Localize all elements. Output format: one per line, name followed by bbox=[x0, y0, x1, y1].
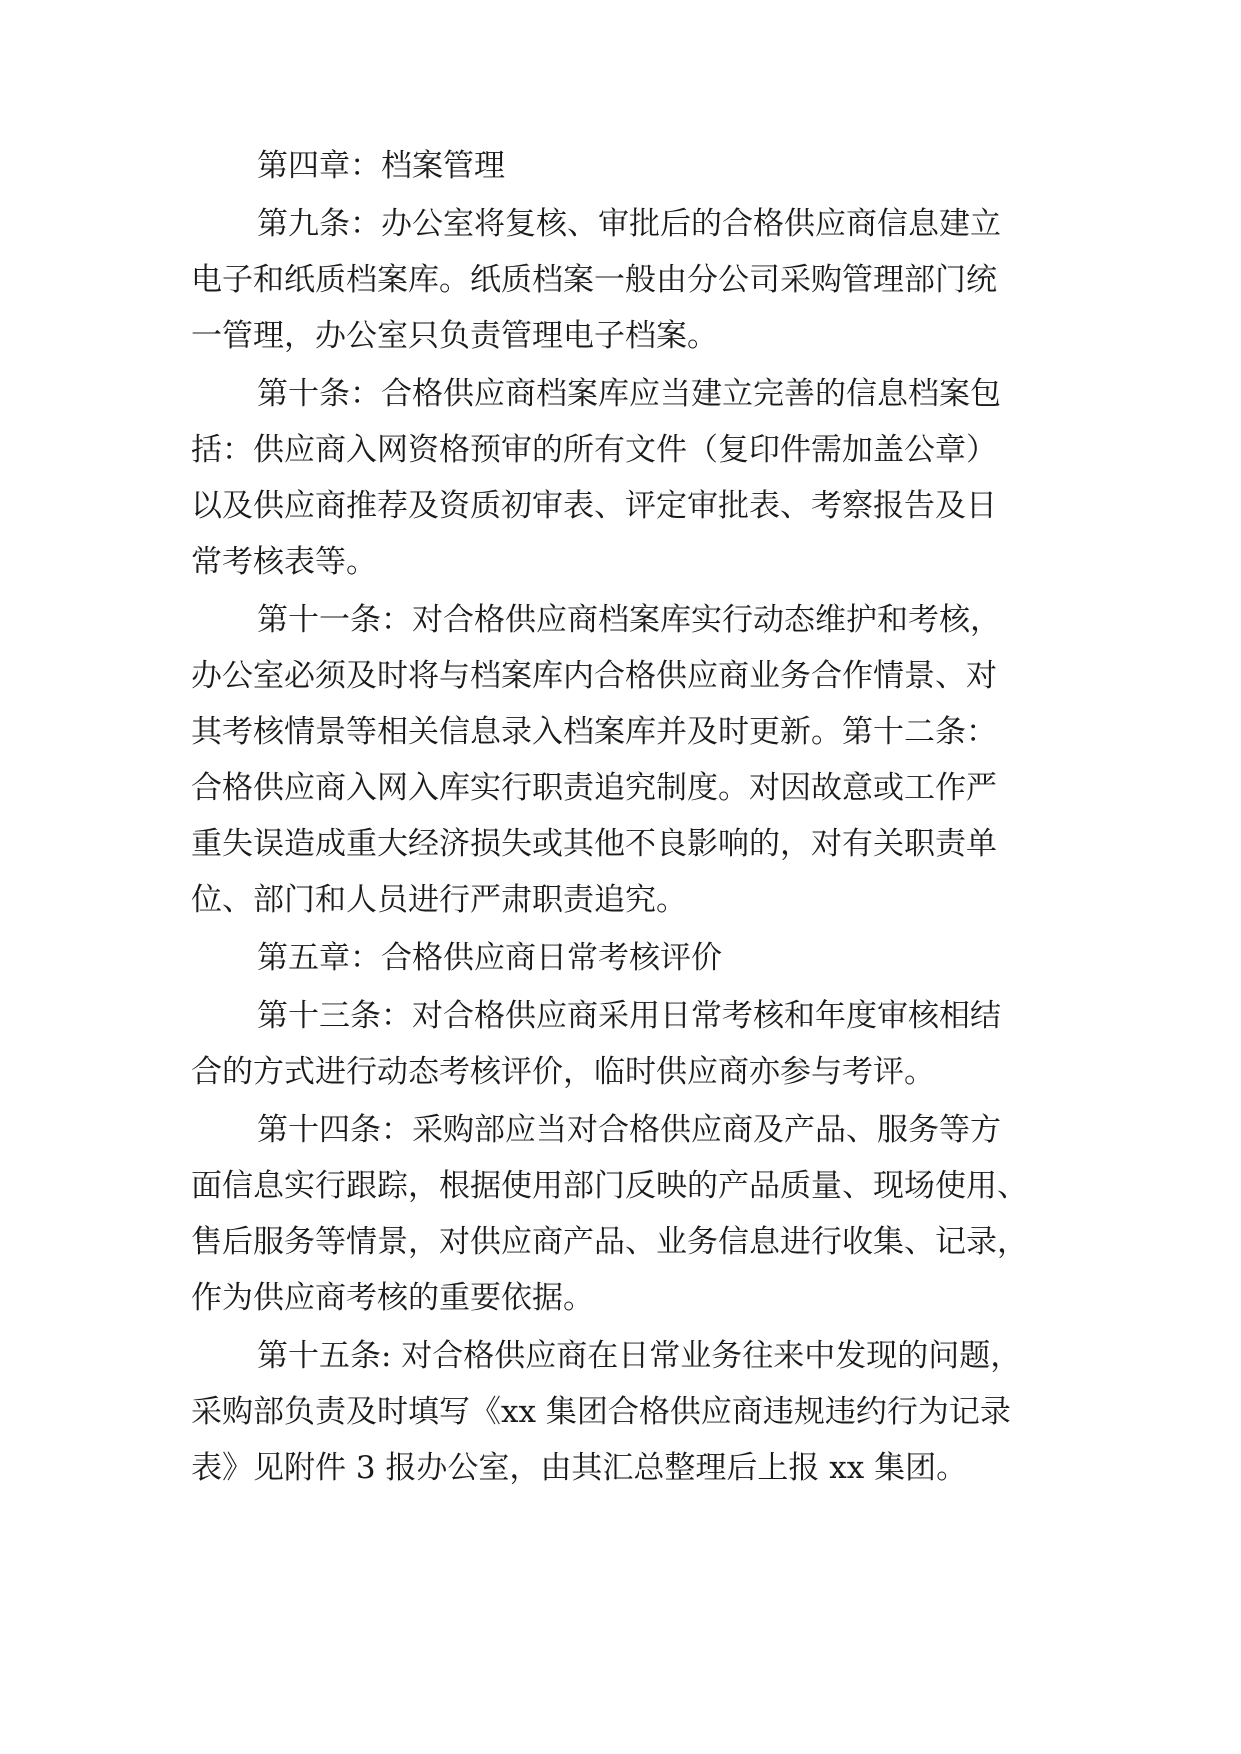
paragraph-line: 常考核表等。 bbox=[191, 544, 377, 580]
paragraph-line: 第十条：合格供应商档案库应当建立完善的信息档案包 bbox=[257, 376, 1001, 412]
paragraph-line: 作为供应商考核的重要依据。 bbox=[191, 1280, 594, 1316]
chapter-heading: 第四章：档案管理 bbox=[257, 148, 505, 184]
paragraph-line: 采购部负责及时填写《xx 集团合格供应商违规违约行为记录 bbox=[191, 1394, 1011, 1430]
paragraph-line: 第十一条：对合格供应商档案库实行动态维护和考核， bbox=[257, 602, 1001, 638]
paragraph-line: 重失误造成重大经济损失或其他不良影响的，对有关职责单 bbox=[191, 826, 997, 862]
paragraph-line: 第十四条：采购部应当对合格供应商及产品、服务等方 bbox=[257, 1112, 1001, 1148]
paragraph-line: 括：供应商入网资格预审的所有文件（复印件需加盖公章） bbox=[191, 432, 997, 468]
paragraph-line: 其考核情景等相关信息录入档案库并及时更新。第十二条： bbox=[191, 714, 997, 750]
chapter-heading: 第五章：合格供应商日常考核评价 bbox=[257, 940, 722, 976]
paragraph-line: 第十五条: 对合格供应商在日常业务往来中发现的问题， bbox=[257, 1338, 1022, 1374]
paragraph-line: 以及供应商推荐及资质初审表、评定审批表、考察报告及日 bbox=[191, 488, 997, 524]
paragraph-line: 合的方式进行动态考核评价，临时供应商亦参与考评。 bbox=[191, 1054, 935, 1090]
paragraph-line: 售后服务等情景，对供应商产品、业务信息进行收集、记录， bbox=[191, 1224, 1028, 1260]
paragraph-line: 合格供应商入网入库实行职责追究制度。对因故意或工作严 bbox=[191, 770, 997, 806]
paragraph-line: 表》见附件 3 报办公室，由其汇总整理后上报 xx 集团。 bbox=[191, 1450, 968, 1486]
paragraph-line: 办公室必须及时将与档案库内合格供应商业务合作情景、对 bbox=[191, 658, 997, 694]
paragraph-line: 一管理，办公室只负责管理电子档案。 bbox=[191, 318, 718, 354]
paragraph-line: 第十三条：对合格供应商采用日常考核和年度审核相结 bbox=[257, 998, 1001, 1034]
paragraph-line: 面信息实行跟踪，根据使用部门反映的产品质量、现场使用、 bbox=[191, 1168, 1028, 1204]
paragraph-line: 位、部门和人员进行严肃职责追究。 bbox=[191, 882, 687, 918]
paragraph-line: 电子和纸质档案库。纸质档案一般由分公司采购管理部门统 bbox=[191, 262, 997, 298]
paragraph-line: 第九条：办公室将复核、审批后的合格供应商信息建立 bbox=[257, 206, 1001, 242]
